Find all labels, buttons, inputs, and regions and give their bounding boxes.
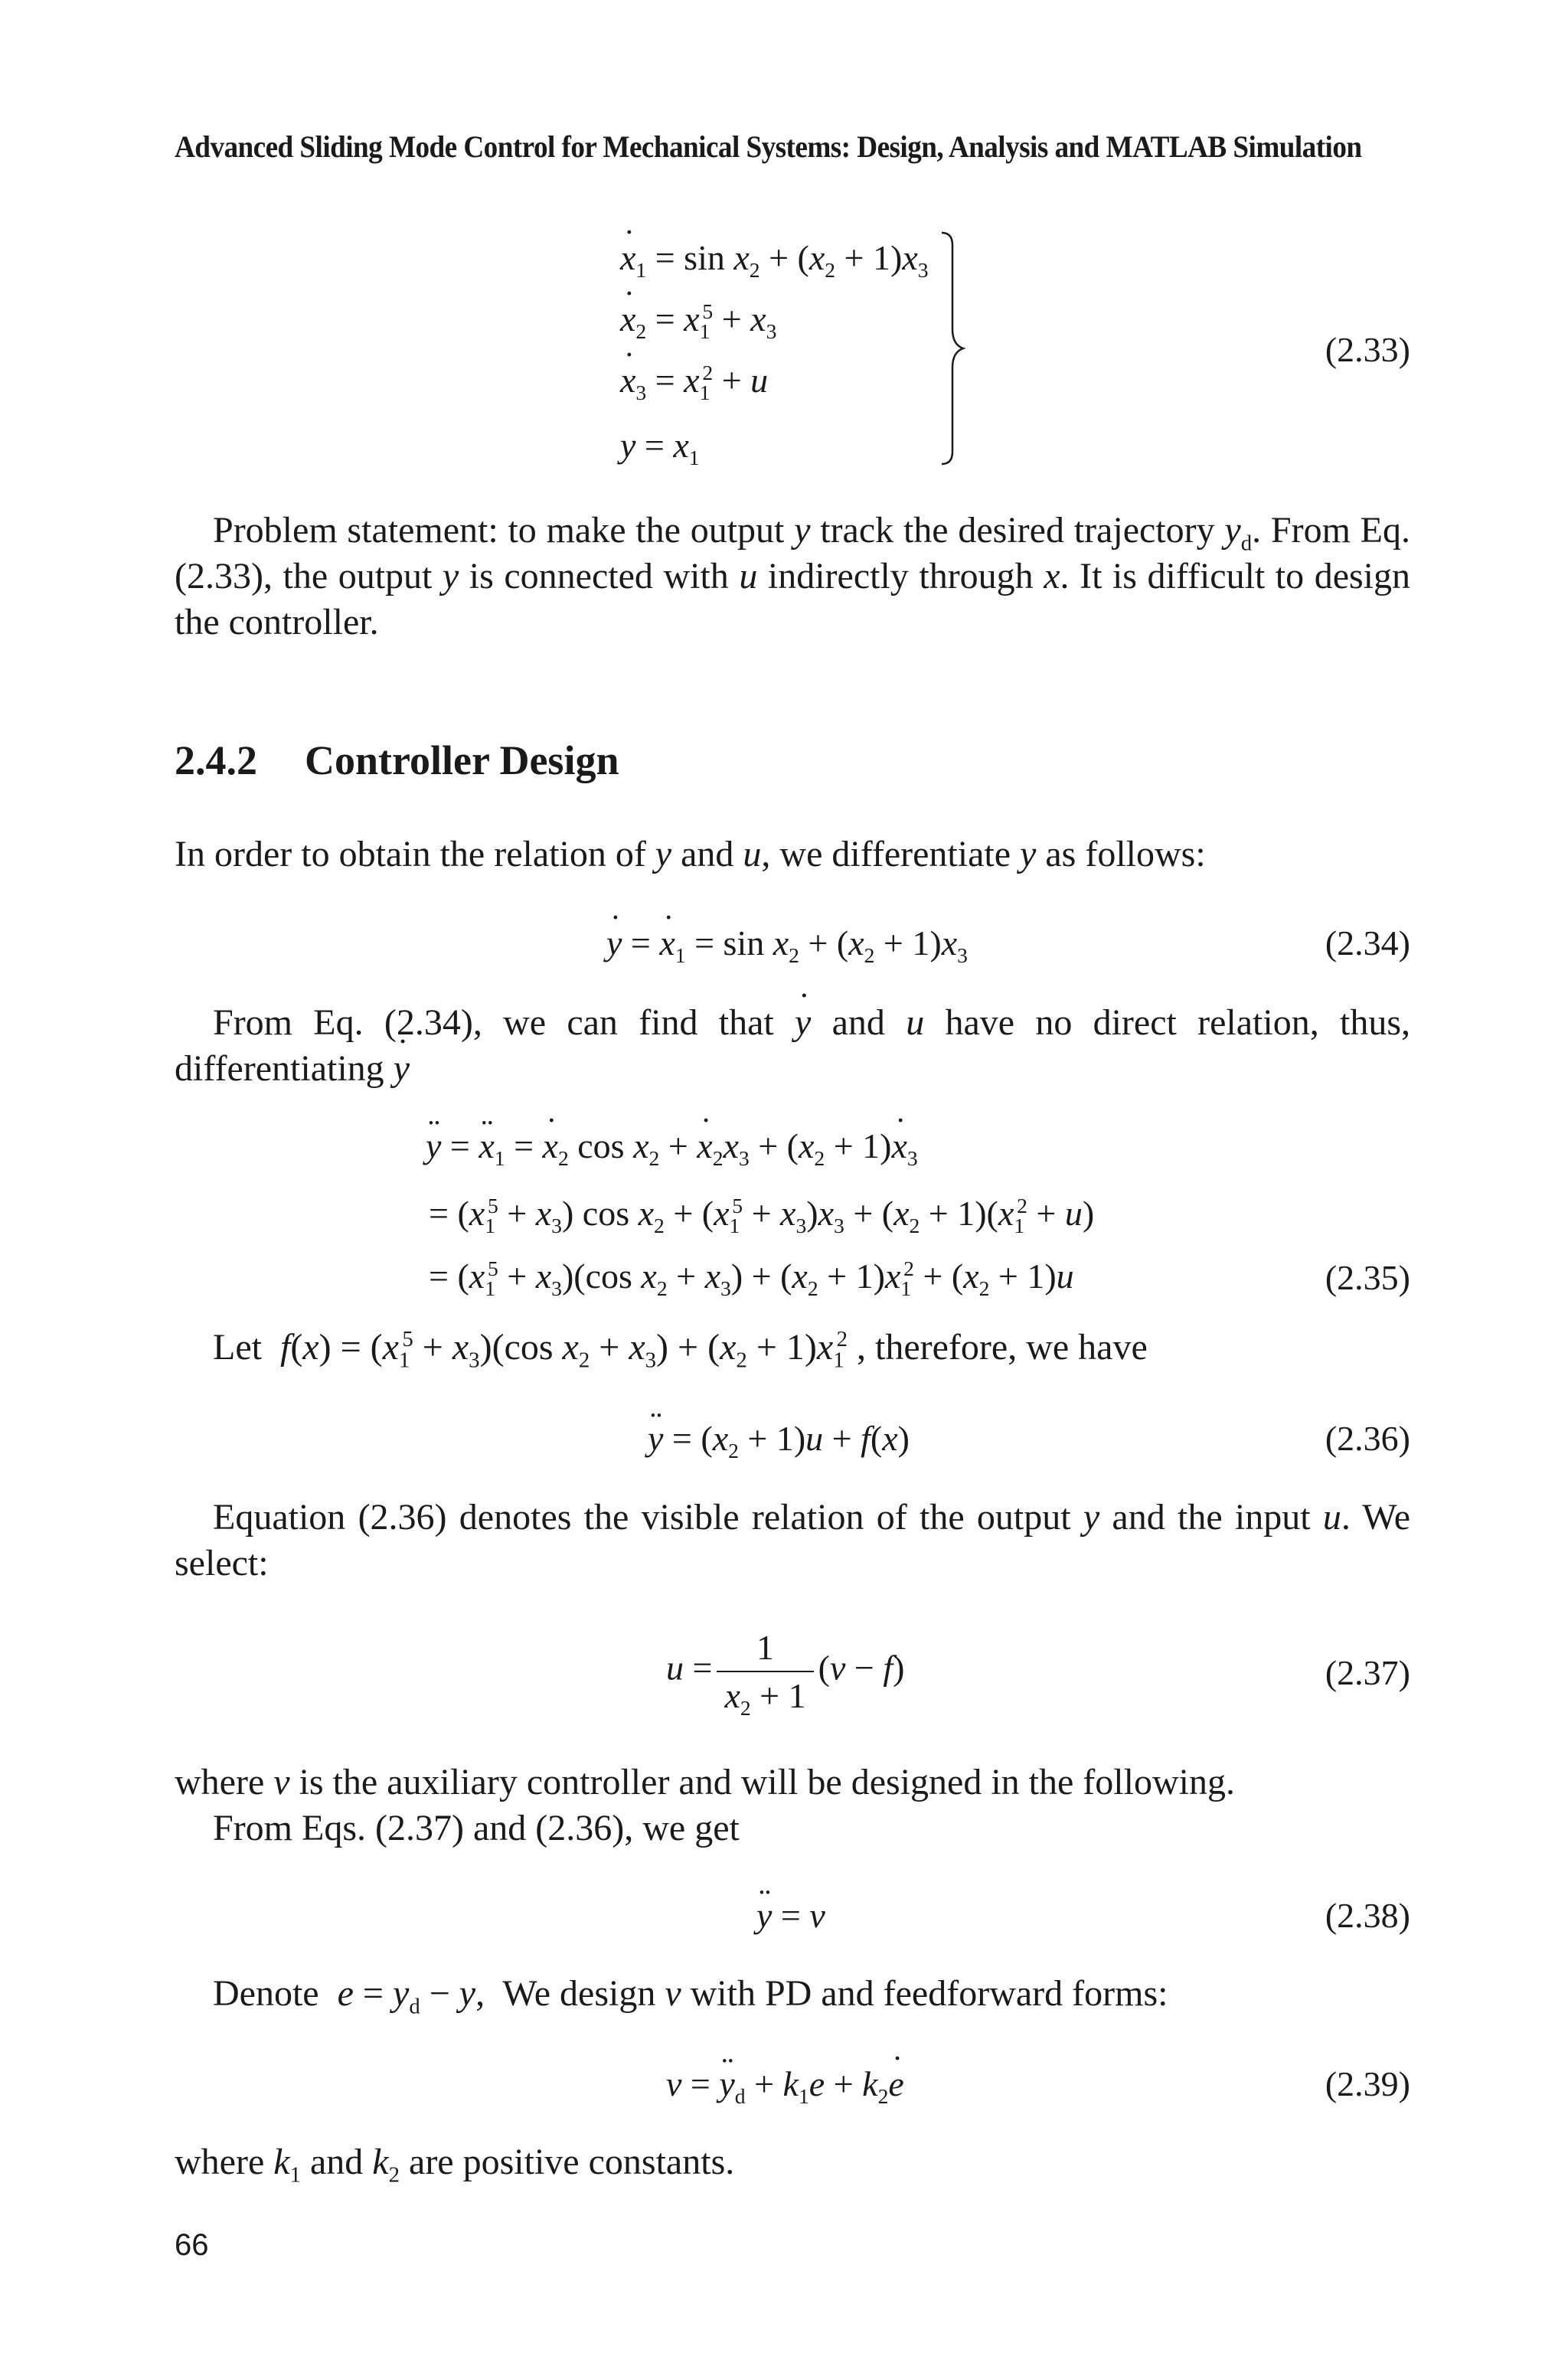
section-heading xyxy=(175,737,619,784)
paragraph-problem-statement: Problem statement: to make the output y track the desired trajectory $y_d$. From Eq. (2.33), the output y is connected with u indirectly through x. It is difficult to design the controller. xyxy=(175,510,1411,642)
section-title: Controller Design xyxy=(305,737,619,783)
eq-number-2-39: (2.39) xyxy=(1325,2064,1410,2103)
equation-2-38: y ¨ = v xyxy=(756,1895,825,1936)
page-number: 66 xyxy=(175,2228,209,2262)
paragraph-no-direct-relation: From Eq. (2.34), we can find that y ˙ and u have no direct relation, thus, differentiating y ˙ xyxy=(175,1000,1410,1092)
paragraph-constants: where $k_1$ and $k_2$ are positive constants. xyxy=(175,2142,735,2188)
fraction: $\frac{1}{x_2 + 1}$ xyxy=(717,1627,813,1716)
eq-number-2-36: (2.36) xyxy=(1325,1419,1410,1458)
section-number: 2.4.2 xyxy=(175,737,257,783)
equation-2-35-line-2: = $(x_1^5 + x_3)$ $\cos x_2 + (x_1^5 + x_3)x_3 + (x_2 + 1)(x_1^2 + u)$ xyxy=(429,1193,1095,1238)
equation-2-37: u = $\frac{1}{x_2 + 1}$ (v − f) xyxy=(666,1628,905,1721)
eq-x3-dot: x $˙_3 = x_1^2 + u$ xyxy=(620,360,768,400)
eq-number-2-33: (2.33) xyxy=(1325,330,1410,369)
right-brace-icon xyxy=(939,230,969,467)
eq-number-2-35: (2.35) xyxy=(1325,1258,1410,1297)
eq-number-2-38: (2.38) xyxy=(1325,1896,1410,1935)
equation-2-39: v = y $¨_d + k_1e + k_2e$ ˙ xyxy=(666,2064,904,2104)
paragraph-let-f: Let $f(x) = (x_1^5 + x_3)(\cos$ $x_2 + x_3) + (x_2 + 1)x_1^2$ , therefore, we have xyxy=(213,1327,1148,1373)
running-head: Advanced Sliding Mode Control for Mechanical Systems: Design, Analysis and MATLAB Simulation xyxy=(175,129,1362,164)
eq-number-2-37: (2.37) xyxy=(1325,1653,1410,1692)
paragraph-aux-controller: where v is the auxiliary controller and will be designed in the following. xyxy=(175,1762,1235,1802)
paragraph-relation-intro: In order to obtain the relation of y and u, we differentiate y as follows: xyxy=(175,834,1206,874)
eq-x2-dot: x $˙_2 = x_1^5 + x_3$ xyxy=(620,299,776,339)
eq-x1-dot: x $˙_1 = \sin x_2 + (x_2 + 1)x_3$ xyxy=(620,237,929,278)
paragraph-visible-relation: Equation (2.36) denotes the visible relation of the output y and the input u. We select: xyxy=(175,1497,1410,1583)
paragraph-denote-e: Denote $e = y_d - y$, We design v with PD and feedforward forms: xyxy=(213,1973,1168,2019)
equation-2-36: y ¨ = $(x_2 + 1)u + f(x)$ xyxy=(648,1418,910,1459)
equation-2-34: y ˙ = x $˙_1 = \sin x_2 + (x_2 + 1)x_3$ xyxy=(606,923,968,963)
eq-number-2-34: (2.34) xyxy=(1325,923,1410,962)
equation-2-35-line-1: y ¨ = x $¨_1 = x$ $˙_2$ $\cos x_2 + x$ $˙_2x_3 + (x_2 + 1)x$ $˙_3$ xyxy=(426,1126,918,1166)
eq-y-output: $y = x_1$ xyxy=(620,426,700,470)
paragraph-from-eqs: From Eqs. (2.37) and (2.36), we get xyxy=(213,1808,740,1848)
equation-2-35-line-3: = $(x_1^5 + x_3)(\cos$ $x_2 + x_3) + (x_2 + 1)x_1^2 + (x_2 + 1)u$ xyxy=(429,1256,1074,1301)
